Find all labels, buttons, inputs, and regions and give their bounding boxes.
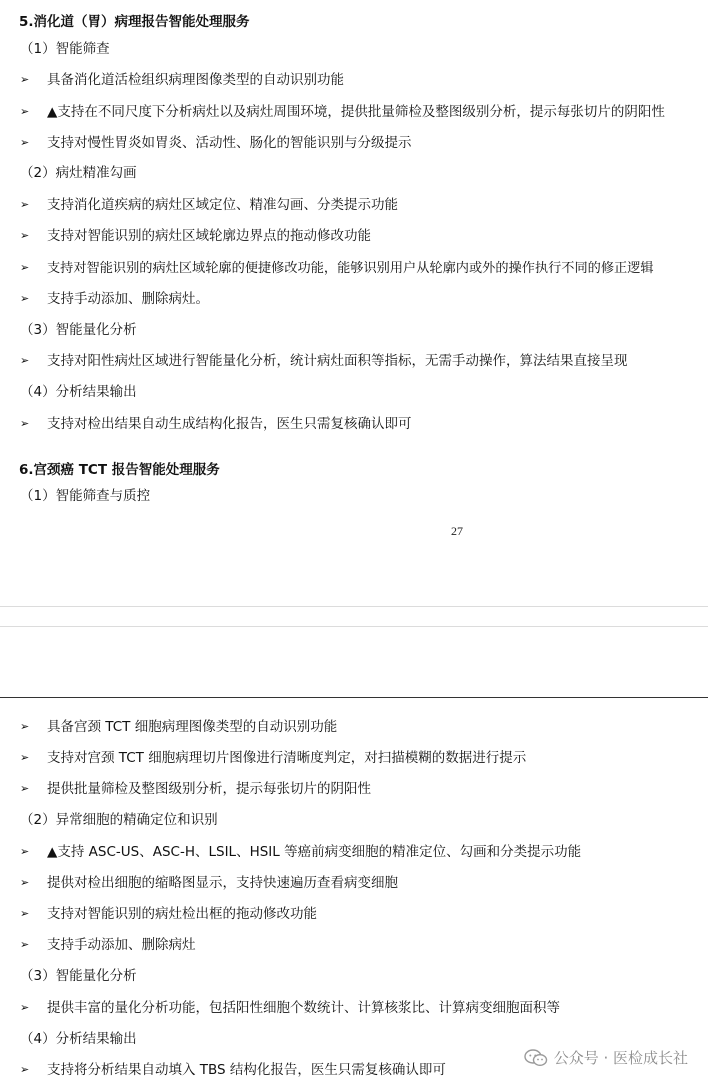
subsection-heading: （3）智能量化分析 — [20, 322, 137, 338]
list-item: ➢ 支持对智能识别的病灶区域轮廓的便捷修改功能，能够识别用户从轮廓内或外的操作执行不同的修正逻辑 — [20, 261, 654, 276]
arrow-bullet-icon: ➢ — [20, 136, 30, 149]
arrow-bullet-icon: ➢ — [20, 1063, 30, 1076]
subsection-heading: （2）异常细胞的精确定位和识别 — [20, 812, 218, 828]
arrow-bullet-icon: ➢ — [20, 417, 30, 430]
list-item: ➢ 支持对智能识别的病灶检出框的拖动修改功能 — [20, 906, 317, 922]
list-item: ➢ 支持手动添加、删除病灶 — [20, 937, 196, 953]
arrow-bullet-icon: ➢ — [20, 73, 30, 86]
arrow-bullet-icon: ➢ — [20, 751, 30, 764]
arrow-bullet-icon: ➢ — [20, 198, 30, 211]
list-item: ➢ ▲支持 ASC-US、ASC-H、LSIL、HSIL 等癌前病变细胞的精准定位、勾画和分类提示功能 — [20, 844, 582, 860]
arrow-bullet-icon: ➢ — [20, 261, 30, 274]
list-item: ➢ 支持消化道疾病的病灶区域定位、精准勾画、分类提示功能 — [20, 197, 398, 213]
page-divider — [0, 626, 708, 627]
section-5-title: 5.消化道（胃）病理报告智能处理服务 — [19, 14, 250, 30]
list-item: ➢ ▲支持在不同尺度下分析病灶以及病灶周围环境，提供批量筛检及整图级别分析，提示每张切片的阴阳性 — [20, 104, 665, 120]
arrow-bullet-icon: ➢ — [20, 229, 30, 242]
list-item: ➢ 支持对慢性胃炎如胃炎、活动性、肠化的智能识别与分级提示 — [20, 135, 412, 151]
subsection-heading: （3）智能量化分析 — [20, 968, 137, 984]
list-item: ➢ 支持手动添加、删除病灶。 — [20, 291, 209, 307]
arrow-bullet-icon: ➢ — [20, 720, 30, 733]
list-item: ➢ 提供对检出细胞的缩略图显示，支持快速遍历查看病变细胞 — [20, 875, 398, 891]
arrow-bullet-icon: ➢ — [20, 782, 30, 795]
arrow-bullet-icon: ➢ — [20, 845, 30, 858]
list-item: ➢ 提供批量筛检及整图级别分析，提示每张切片的阴阳性 — [20, 781, 371, 797]
document-page-28 — [0, 698, 708, 1088]
arrow-bullet-icon: ➢ — [20, 354, 30, 367]
arrow-bullet-icon: ➢ — [20, 907, 30, 920]
list-item: ➢ 提供丰富的量化分析功能，包括阳性细胞个数统计、计算核浆比、计算病变细胞面积等 — [20, 1000, 560, 1016]
list-item: ➢ 支持对宫颈 TCT 细胞病理切片图像进行清晰度判定，对扫描模糊的数据进行提示 — [20, 750, 527, 766]
subsection-heading: （1）智能筛查 — [20, 41, 110, 57]
list-item: ➢ 支持对智能识别的病灶区域轮廓边界点的拖动修改功能 — [20, 228, 371, 244]
arrow-bullet-icon: ➢ — [20, 105, 30, 118]
arrow-bullet-icon: ➢ — [20, 1001, 30, 1014]
page-divider — [0, 606, 708, 607]
watermark-text: 公众号 · 医检成长社 — [553, 1049, 688, 1067]
list-item: ➢ 支持对阳性病灶区域进行智能量化分析，统计病灶面积等指标，无需手动操作，算法结果直接呈现 — [20, 353, 628, 369]
subsection-heading: （4）分析结果输出 — [20, 1031, 137, 1047]
subsection-heading: （1）智能筛查与质控 — [20, 488, 151, 504]
arrow-bullet-icon: ➢ — [20, 938, 30, 951]
arrow-bullet-icon: ➢ — [20, 292, 30, 305]
watermark — [524, 1047, 688, 1068]
subsection-heading: （4）分析结果输出 — [20, 384, 137, 400]
list-item: ➢ 具备宫颈 TCT 细胞病理图像类型的自动识别功能 — [20, 719, 338, 735]
section-6-title: 6.宫颈癌 TCT 报告智能处理服务 — [19, 462, 220, 478]
page-number: 27 — [451, 524, 463, 538]
list-item: ➢ 支持将分析结果自动填入 TBS 结构化报告，医生只需复核确认即可 — [20, 1062, 446, 1078]
list-item: ➢ 具备消化道活检组织病理图像类型的自动识别功能 — [20, 72, 344, 88]
subsection-heading: （2）病灶精准勾画 — [20, 165, 137, 181]
wechat-icon — [524, 1049, 548, 1067]
list-item: ➢ 支持对检出结果自动生成结构化报告，医生只需复核确认即可 — [20, 416, 412, 432]
arrow-bullet-icon: ➢ — [20, 876, 30, 889]
